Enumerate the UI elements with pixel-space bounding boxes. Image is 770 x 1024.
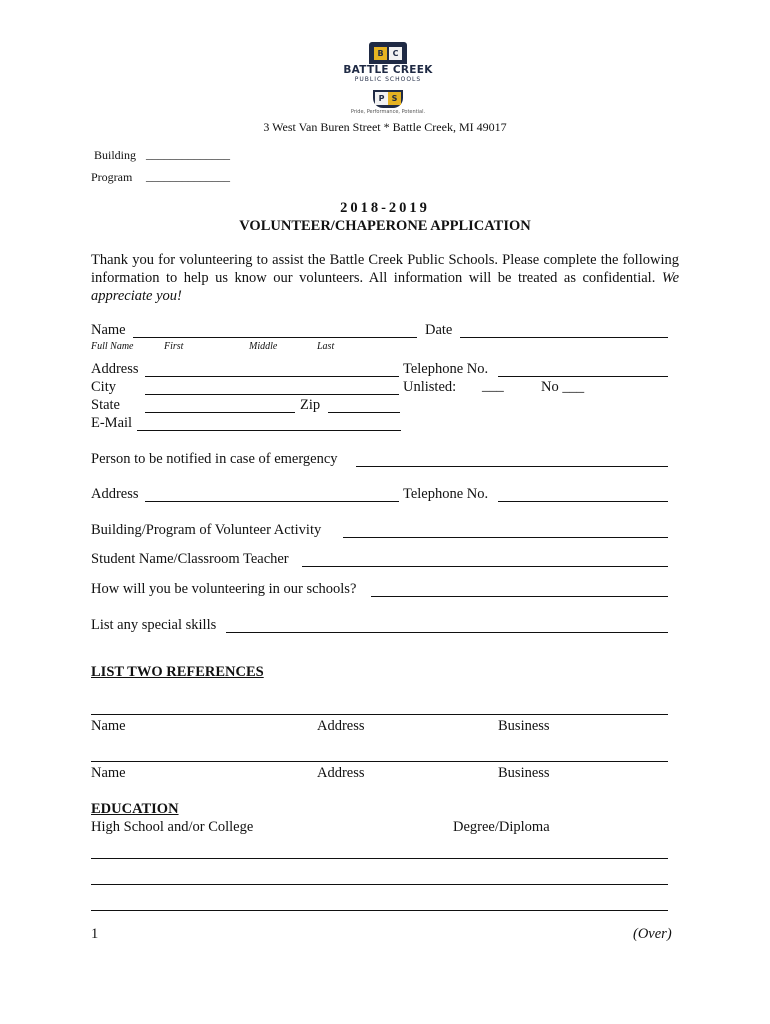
reference-1-address-label: Address [317,718,365,734]
skills-label: List any special skills [91,617,217,633]
logo-banner [342,64,434,90]
page-number: 1 [91,926,99,942]
logo-letter-b: B [374,47,387,60]
unlisted-label: Unlisted: [403,379,457,395]
date-label: Date [425,322,453,338]
emergency-telephone-field[interactable] [498,501,668,502]
student-teacher-field[interactable] [302,566,668,567]
references-heading: LIST TWO REFERENCES [91,664,264,680]
form-year: 2018-2019 [340,200,430,216]
program-field[interactable]: ______________ [146,169,230,183]
name-label: Name [91,322,126,338]
education-heading: EDUCATION [91,801,179,817]
building-program-field[interactable] [343,537,668,538]
email-label: E-Mail [91,415,133,431]
address-field[interactable] [145,376,399,377]
date-field[interactable] [460,337,668,338]
logo-tagline: Pride, Performance, Potential. [350,109,426,115]
middle-hint: Middle [249,341,278,352]
full-name-hint: Full Name [91,341,134,352]
email-field[interactable] [137,430,401,431]
program-label: Program [91,170,133,184]
over-label: (Over) [633,926,672,942]
logo-letter-p: P [375,92,388,105]
degree-label: Degree/Diploma [453,819,550,835]
student-teacher-label: Student Name/Classroom Teacher [91,551,289,567]
reference-2-business-label: Business [498,765,550,781]
emergency-telephone-label: Telephone No. [403,486,489,502]
reference-1-name-label: Name [91,718,126,734]
school-label: High School and/or College [91,819,254,835]
building-program-label: Building/Program of Volunteer Activity [91,522,322,538]
reference-2-address-label: Address [317,765,365,781]
reference-2-name-label: Name [91,765,126,781]
name-field[interactable] [133,337,417,338]
address-label: Address [91,361,139,377]
emergency-address-field[interactable] [145,501,399,502]
city-label: City [91,379,116,395]
reference-1-line[interactable] [91,714,668,715]
education-line-1[interactable] [91,858,668,859]
telephone-label: Telephone No. [403,361,489,377]
address-line: 3 West Van Buren Street * Battle Creek, MI 49017 [263,120,507,134]
school-logo [342,42,434,120]
logo-badge-top [369,42,407,64]
reference-1-business-label: Business [498,718,550,734]
telephone-field[interactable] [498,376,668,377]
form-title: VOLUNTEER/CHAPERONE APPLICATION [239,218,531,234]
logo-badge-bottom [373,90,403,108]
logo-name: BATTLE CREEK [343,64,433,76]
emergency-label: Person to be notified in case of emergency [91,451,338,467]
building-label: Building [94,148,137,162]
unlisted-yes-field[interactable]: ___ [482,378,504,394]
state-label: State [91,397,120,413]
zip-label: Zip [300,397,321,413]
how-volunteer-label: How will you be volunteering in our schools? [91,581,357,597]
state-field[interactable] [145,412,295,413]
education-line-3[interactable] [91,910,668,911]
building-field[interactable]: ______________ [146,147,230,161]
zip-field[interactable] [328,412,400,413]
city-field[interactable] [145,394,399,395]
skills-field[interactable] [226,632,668,633]
intro-paragraph [91,251,679,305]
how-volunteer-field[interactable] [371,596,668,597]
intro-italic: We appreciate you! [91,270,680,304]
logo-sub: PUBLIC SCHOOLS [354,76,422,83]
first-hint: First [164,341,184,352]
emergency-address-label: Address [91,486,139,502]
logo-letter-c: C [389,47,402,60]
unlisted-no-field[interactable]: No ___ [541,379,585,395]
logo-letter-s: S [388,92,401,105]
emergency-field[interactable] [356,466,668,467]
reference-2-line[interactable] [91,761,668,762]
last-hint: Last [317,341,335,352]
education-line-2[interactable] [91,884,668,885]
intro-text: Thank you for volunteering to assist the Battle Creek Public Schools. Please complete the following information to help us know our volunteers. All information will be treated as confidential. [91,252,679,286]
